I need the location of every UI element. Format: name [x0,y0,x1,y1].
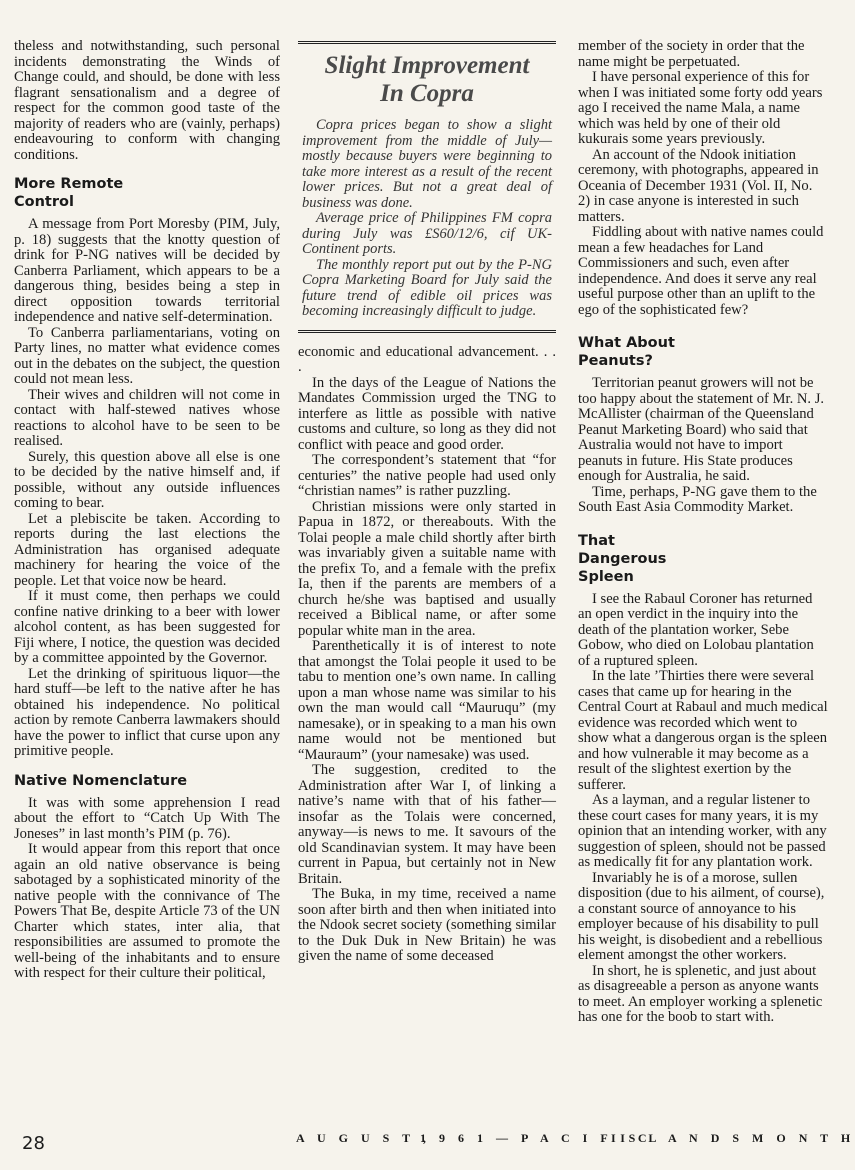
box-title [302,52,552,108]
paragraph: Parenthetically it is of interest to note that amongst the Tolai people it used to be tabu to mention one’s own name. In calling upon a man whose name was similar to his own the man would call “Mauruqu” (my namesake), or in speaking to a man his own name would not be mentioned but “Mauraum” (your namesake) was used. [298,638,556,763]
article-continuation: theless and notwithstanding, such personal incidents demonstrating the Winds of Change could, and should, be done with less flagrant sensationalism and a degree of respect for the common good taste of the majority of readers who are (vainly, perhaps) endeavouring to conform with changing conditions. [14,38,280,163]
paragraph: Time, perhaps, P-NG gave them to the South East Asia Commodity Market. [578,483,817,515]
box-paragraph: Average price of Philippines FM copra during July was £S60/12/6, cif UK-Continent ports. [302,210,552,257]
paragraph: I have personal experience of this for when I was initiated some forty odd years ago I received the name Mala, a name which was held by one of their old kukurais some years previously. [578,69,823,147]
paragraph: An account of the Ndook initiation ceremony, with photographs, appeared in Oceania of December 1931 (Vol. II, No. 2) in case anyone is interested in such matters. [578,146,819,225]
column-middle [298,41,556,965]
box-title-line-1: Slight Improvement [324,52,530,79]
box-paragraph: Copra prices began to show a slight improvement from the middle of July—mostly because buyers were beginning to take more interest as a result of the recent lower prices. But not a great deal of business was done. [302,117,552,211]
paragraph: The Buka, in my time, received a name soon after birth and then when initiated into the Ndook secret society (something similar to the Duk Duk in New Britain) he was given the name of some deceased [298,886,556,964]
paragraph: A message from Port Moresby (PIM, July, p. 18) suggests that the knotty question of drink for P-NG natives will be decided by Canberra Parliament, which appears to be a dangerous thing, besides being a step in direct opposition towards territorial independence and native self-determination. [14,216,280,325]
paragraph: economic and educational advancement. . . . [298,343,556,375]
paragraph: As a layman, and a regular listener to these court cases for many years, it is my opinion that an intending worker, with any suggestion of spleen, should not be passed as medically fit for any plantation work. [578,792,827,870]
paragraph: member of the society in order that the name might be perpetuated. [578,38,805,70]
box-paragraph: The monthly report put out by the P-NG Copra Marketing Board for July said the future trend of edible oil prices was becoming increasingly difficult to judge. [302,256,552,319]
section-native-nomenclature-body [14,796,280,982]
box-title-line-2: In Copra [380,80,474,107]
box-body [302,118,552,320]
paragraph: The suggestion, credited to the Administration after War I, of linking a native’s name with that of his father—insofar as the Tolais were concerned, anyway—is news to me. It savours of the old Scandinavian system. It may have been current in Papua, but certainly not in New Britain. [298,762,556,887]
column-left [14,39,280,982]
footer-month: A U G U S T , [296,1131,431,1145]
section-heading-native-nomenclature: Native Nomenclature [14,772,188,789]
paragraph: Invariably he is of a morose, sullen disposition (due to his ailment, of course), a constant source of annoyance to his employer because of his disability to pull his weight, is disobedient and a rebellious element amongst the other workers. [578,869,825,963]
section-peanuts-body [578,376,828,516]
section-heading-peanuts: What About Peanuts? [578,335,675,369]
paragraph: In the late ’Thirties there were several cases that came up for hearing in the Central Court at Rabaul and much medical evidence was recorded which went to show what a dangerous organ is the spleen and how vulnerable it may become as a result of the slightest exertion by the sufferer. [578,668,828,793]
paragraph: If it must come, then perhaps we could confine native drinking to a beer with lower alcohol content, as has been suggested for Fiji where, I notice, the question was decided by a committee appointed by the Governor. [14,588,280,666]
page-number: 28 [22,1133,45,1154]
paragraph: It would appear from this report that once again an old native observance is being sabotaged by a sophisticated minority of the native people with the connivance of The Powers That Be, despite Article 73 of the UN Charter which states, inter alia, that responsibilities are assumed to promote the well-being of the inhabitants and to ensure with respect for their culture their political, [14,841,280,981]
section-spleen-body [578,592,828,1026]
copra-news-box [298,41,556,333]
paragraph: The correspondent’s statement that “for centuries” the native people had used only “christian names” is rather puzzling. [298,452,556,499]
paragraph: In short, he is splenetic, and just about as disagreeable a person as anyone wants to meet. An employer working a splenetic has one for the boob to start with. [578,962,823,1025]
paragraph: I see the Rabaul Coroner has returned an open verdict in the inquiry into the death of the plantation worker, Sebe Gobow, who died on Lolobau plantation of a ruptured spleen. [578,590,814,669]
column-middle-body [298,345,556,965]
paragraph: Territorian peanut growers will not be too happy about the statement of Mr. N. J. McAllister (chairman of the Queensland Peanut Marketing Board) who said that Australia would not have to import peanuts in future. His State produces enough for Australia, he said. [578,375,825,484]
paragraph: Their wives and children will not come in contact with half-stewed natives whose reactions to alcohol have to be seen to be realised. [14,386,280,449]
paragraph: In the days of the League of Nations the Mandates Commission urged the TNG to interfere as little as possible with native customs and culture, so long as they did not conflict with peace and good order. [298,374,556,453]
section-heading-remote-control: More Remote Control [14,176,124,210]
section-heading-spleen: That Dangerous Spleen [578,532,667,585]
paragraph: Surely, this question above all else is one to be decided by the native himself and, if possible, without any outside influences coming to bear. [14,448,280,511]
column-right [578,38,828,1026]
paragraph: Let the drinking of spirituous liquor—the hard stuff—be left to the native after he has obtained his independence. No political action by remote Canberra lawmakers should have the power to inflict that curse upon any primitive people. [14,665,280,759]
paragraph: To Canberra parliamentarians, voting on Party lines, no matter what evidence comes out in the debates on the subject, the question could not mean less. [14,324,280,387]
footer-title-cont: I S L A N D S M O N T H [611,1131,855,1145]
column-right-inner [578,39,828,1026]
paragraph: Fiddling about with native names could mean a few headaches for Land Commissioners and such, even after independence. And does it serve any real useful purpose other than an uplift to the ego of the sophisticated few? [578,224,824,318]
section-remote-control-body [14,217,280,760]
paragraph: It was with some apprehension I read about the effort to “Catch Up With The Joneses” in last month’s PIM (p. 76). [14,794,280,842]
paragraph: Christian missions were only started in Papua in 1872, or thereabouts. With the Tolai people a male child shortly after birth was invariably given a suitable name with the prefix To, and a female with the prefix Ia, then if the parents are members of a church he/she was baptised and usually received a Biblical name, or after some popular white man in the area. [298,498,556,639]
footer-year-title: 1 9 6 1 — P A C I F I C [420,1131,652,1145]
paragraph: Let a plebiscite be taken. According to reports during the last elections the Administration has organised adequate machinery for hearing the voice of the people. Let that voice now be heard. [14,510,280,589]
